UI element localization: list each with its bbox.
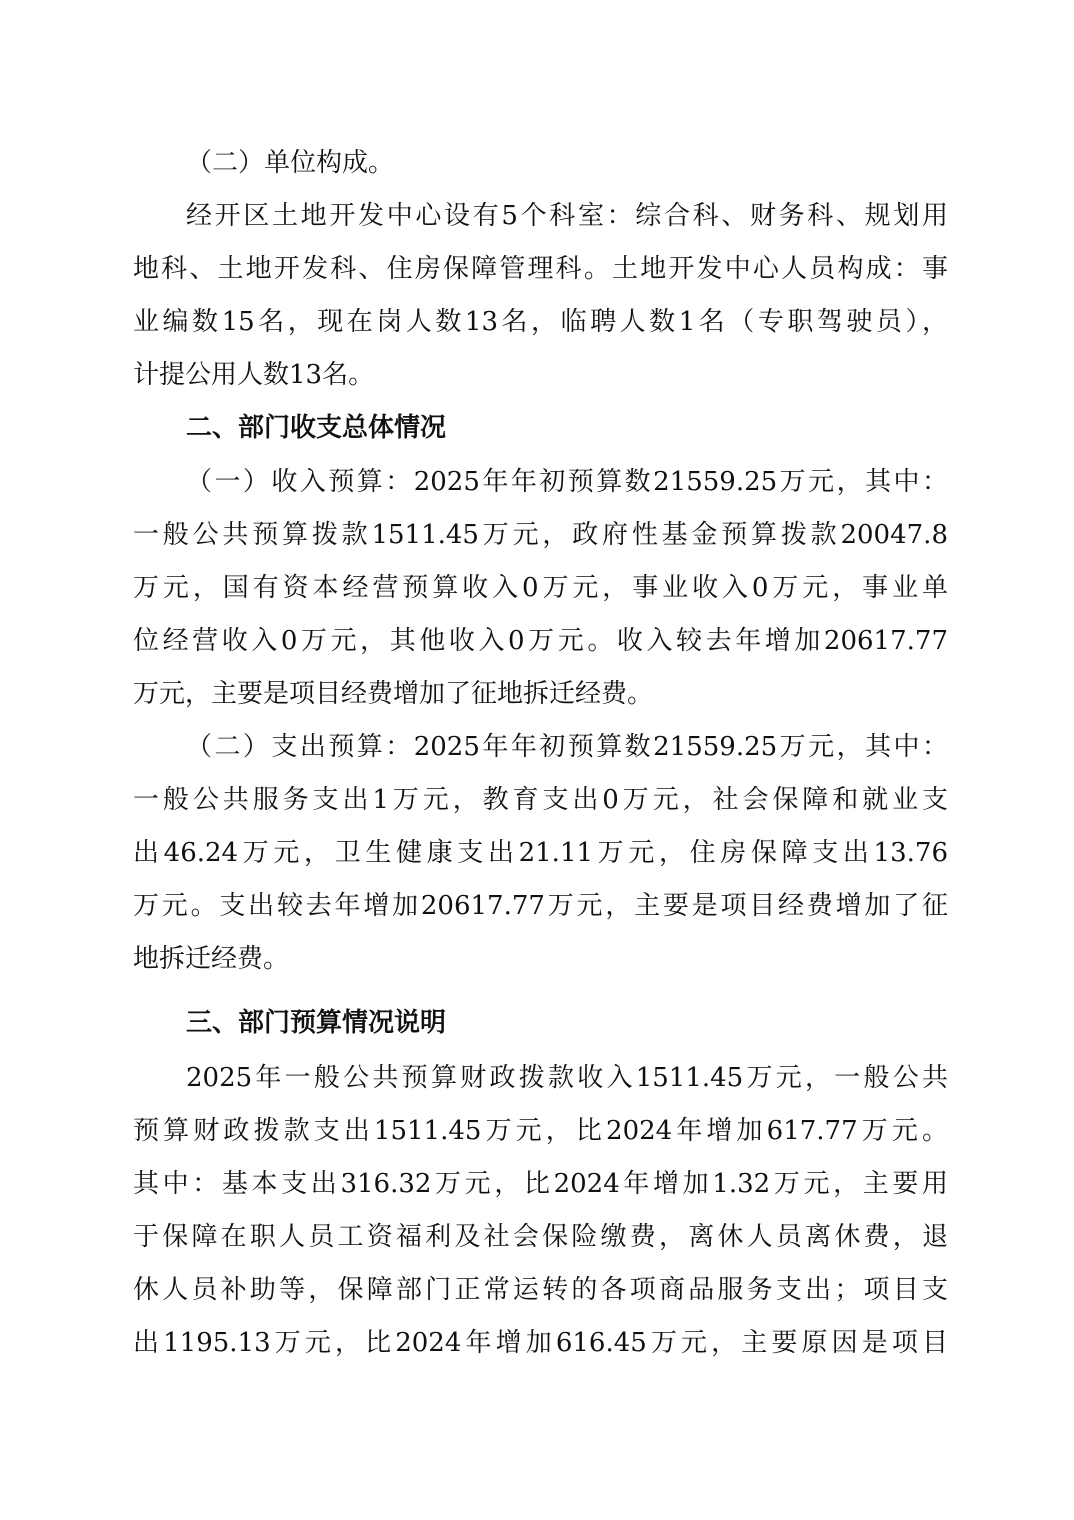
paragraph-line: 业编数15名，现在岗人数13名，临聘人数1名（专职驾驶员）， [133, 307, 948, 337]
paragraph-line: （二）支出预算：2025年年初预算数21559.25万元，其中： [186, 732, 948, 762]
subsection-heading-unit-composition: （二）单位构成。 [186, 148, 395, 178]
section-heading-budget-explanation: 三、部门预算情况说明 [186, 1008, 447, 1038]
paragraph-line: （一）收入预算：2025年年初预算数21559.25万元，其中： [186, 467, 948, 497]
paragraph-line: 休人员补助等，保障部门正常运转的各项商品服务支出；项目支 [133, 1275, 948, 1305]
paragraph-line: 2025年一般公共预算财政拨款收入1511.45万元，一般公共 [186, 1063, 948, 1093]
paragraph-line: 地科、土地开发科、住房保障管理科。土地开发中心人员构成：事 [133, 254, 948, 284]
paragraph-line: 一般公共预算拨款1511.45万元，政府性基金预算拨款20047.8 [133, 520, 948, 550]
paragraph-line: 其中：基本支出316.32万元，比2024年增加1.32万元，主要用 [133, 1169, 948, 1199]
paragraph-line: 万元。支出较去年增加20617.77万元，主要是项目经费增加了征 [133, 891, 948, 921]
paragraph-line: 万元，国有资本经营预算收入0万元，事业收入0万元，事业单 [133, 573, 948, 603]
paragraph-line: 位经营收入0万元，其他收入0万元。收入较去年增加20617.77 [133, 626, 948, 656]
section-heading-revenue-expenditure: 二、部门收支总体情况 [186, 413, 447, 443]
paragraph-line: 计提公用人数13名。 [133, 360, 375, 390]
paragraph-line: 万元，主要是项目经费增加了征地拆迁经费。 [133, 679, 654, 709]
paragraph-line: 地拆迁经费。 [133, 944, 290, 974]
paragraph-line: 出1195.13万元，比2024年增加616.45万元，主要原因是项目 [133, 1328, 948, 1358]
paragraph-line: 一般公共服务支出1万元，教育支出0万元，社会保障和就业支 [133, 785, 948, 815]
paragraph-line: 预算财政拨款支出1511.45万元，比2024年增加617.77万元。 [133, 1116, 948, 1146]
paragraph-line: 出46.24万元，卫生健康支出21.11万元，住房保障支出13.76 [133, 838, 948, 868]
paragraph-line: 于保障在职人员工资福利及社会保险缴费，离休人员离休费，退 [133, 1222, 948, 1252]
paragraph-line: 经开区土地开发中心设有5个科室：综合科、财务科、规划用 [186, 201, 948, 231]
